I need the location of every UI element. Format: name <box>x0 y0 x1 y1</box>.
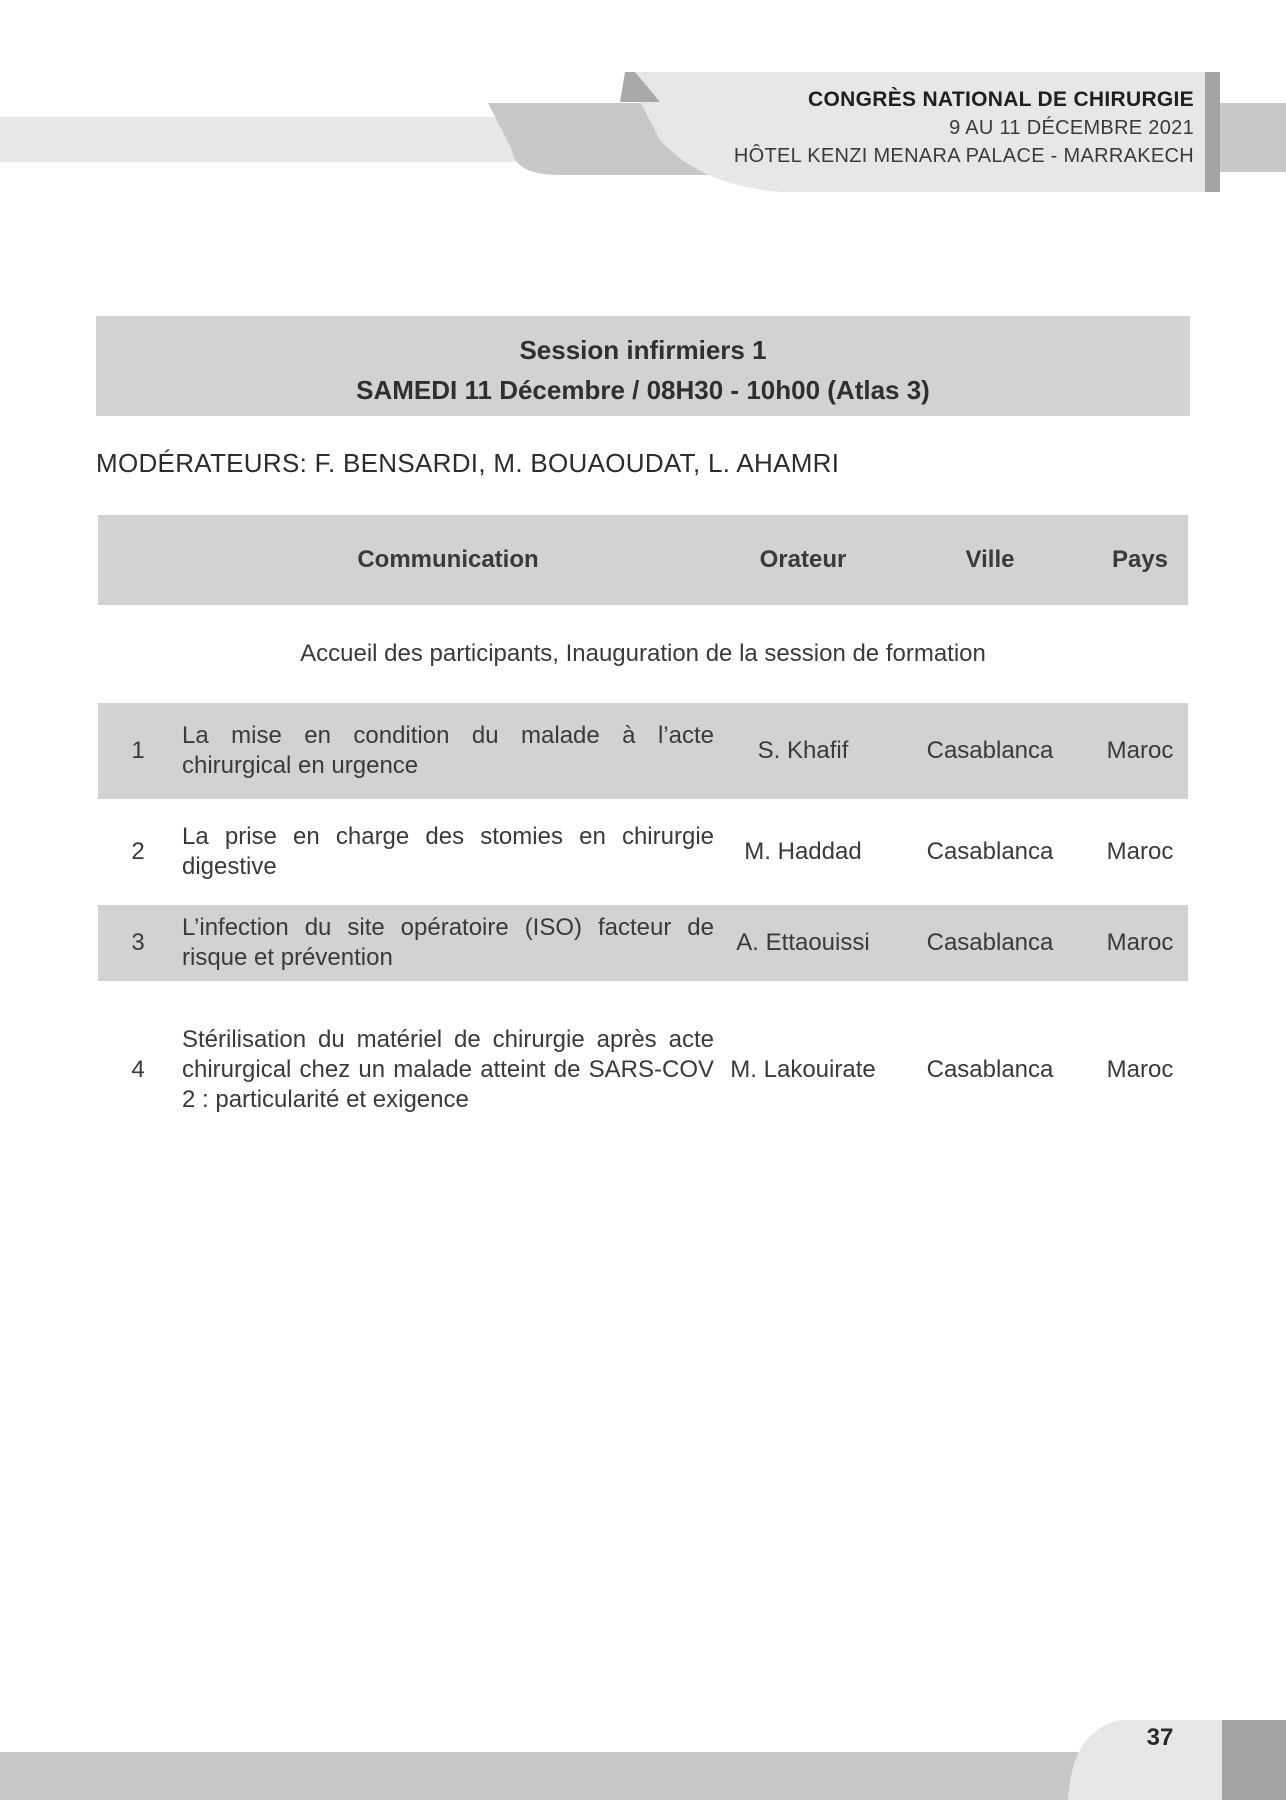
moderators-line: MODÉRATEURS: F. BENSARDI, M. BOUAOUDAT, L. AHAMRI <box>96 448 840 478</box>
header-orateur: Orateur <box>718 515 888 605</box>
header-communication: Communication <box>178 515 718 605</box>
table-row <box>98 799 1188 905</box>
table-row <box>98 905 1188 981</box>
row-orateur: A. Ettaouissi <box>718 905 888 981</box>
row-ville: Casablanca <box>888 703 1092 799</box>
row-pays: Maroc <box>1106 1056 1174 1083</box>
session-title: Session infirmiers 1 <box>519 335 767 365</box>
row-orateur: M. Haddad <box>744 838 862 865</box>
table-row <box>98 981 1188 1159</box>
row-ville: Casablanca <box>926 838 1054 865</box>
row-communication: L’infection du site opératoire (ISO) facteur de risque et prévention <box>178 905 718 981</box>
row-number: 1 <box>98 703 178 799</box>
welcome-text: Accueil des participants, Inauguration de la session de formation <box>300 640 986 667</box>
congress-title: CONGRÈS NATIONAL DE CHIRURGIE <box>808 88 1194 111</box>
row-number: 2 <box>131 838 145 865</box>
table-header-row <box>98 515 1188 605</box>
row-number: 3 <box>98 905 178 981</box>
row-orateur: S. Khafif <box>718 703 888 799</box>
header-num <box>98 515 178 605</box>
row-number: 4 <box>131 1056 145 1083</box>
header-pays: Pays <box>1092 515 1188 605</box>
row-orateur: M. Lakouirate <box>730 1056 876 1083</box>
header-ville: Ville <box>888 515 1092 605</box>
congress-dates: 9 AU 11 DÉCEMBRE 2021 <box>949 117 1194 139</box>
program-table <box>98 515 1188 1159</box>
session-schedule: SAMEDI 11 Décembre / 08H30 - 10h00 (Atlas 3) <box>356 375 930 405</box>
page-number: 37 <box>1146 1724 1174 1751</box>
row-communication: Stérilisation du matériel de chirurgie après acte chirurgical chez un malade atteint de SARS-COV 2 : particularité et exigence <box>182 1026 714 1113</box>
welcome-row <box>98 605 1188 703</box>
session-banner <box>96 316 1190 416</box>
row-pays: Maroc <box>1092 905 1188 981</box>
congress-venue: HÔTEL KENZI MENARA PALACE - MARRAKECH <box>733 145 1194 167</box>
footer-decoration <box>0 1718 1286 1800</box>
row-pays: Maroc <box>1106 838 1174 865</box>
row-ville: Casablanca <box>926 1056 1054 1083</box>
row-pays: Maroc <box>1092 703 1188 799</box>
row-ville: Casablanca <box>888 905 1092 981</box>
table-row <box>98 703 1188 799</box>
congress-header <box>734 88 1194 168</box>
row-communication: La prise en charge des stomies en chirurgie digestive <box>182 823 714 880</box>
row-communication: La mise en condition du malade à l’acte chirurgical en urgence <box>178 703 718 799</box>
